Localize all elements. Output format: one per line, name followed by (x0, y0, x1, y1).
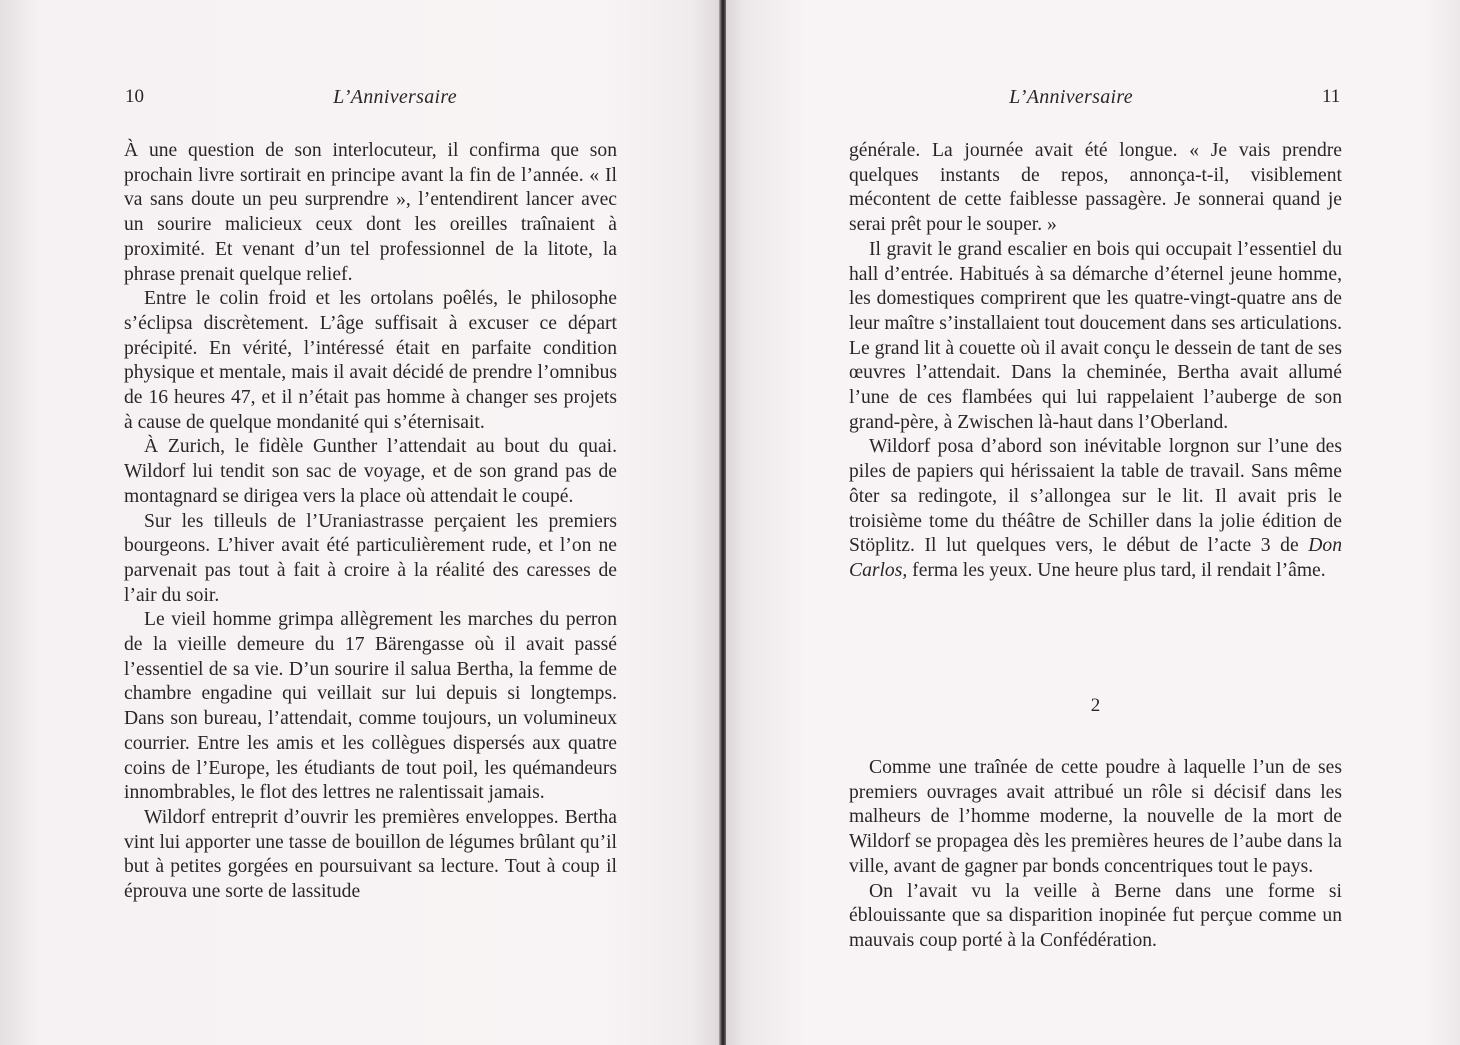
right-page (726, 0, 1460, 1045)
right-running-head: L’Anniversaire (1009, 86, 1133, 108)
italic-title: Don Carlos, (849, 535, 1342, 581)
left-paragraph-4: Sur les tilleuls de l’Uraniastrasse perçaient les premiers bourgeons. L’hiver avait été particulièrement rude, et l’on ne parvenait pas tout à fait à croire à la réalité des caresses de l’air du soir. (124, 510, 617, 606)
right-paragraph-3 (849, 435, 1342, 583)
left-page-text (124, 139, 617, 905)
right-page-number: 11 (1322, 86, 1341, 107)
left-page-number: 10 (125, 86, 144, 107)
left-paragraph-2: Entre le colin froid et les ortolans poêlés, le philosophe s’éclipsa discrètement. L’âge suffisait à excuser ce départ précipité. En vérité, l’intéressé était en parfaite condition physique et mentale, mais il avait décidé de prendre l’omnibus de 16 heures 47, et il n’était pas homme à changer ses projets à cause de quelque mondanité qui s’éternisait. (124, 288, 617, 433)
right-page-text-top (849, 139, 1342, 584)
paragraph-text: ferma les yeux. Une heure plus tard, il rendait l’âme. (907, 559, 1326, 581)
right-page-text-bottom (849, 756, 1342, 954)
chapter-section-number: 2 (1090, 695, 1101, 716)
paragraph-text: Wildorf posa d’abord son inévitable lorgnon sur l’une des piles de papiers qui hérissaient la table de travail. Sans même ôter sa redingote, il s’allongea sur le lit. Il avait pris le troisième tome du théâtre de Schiller dans la jolie édition de Stöplitz. Il lut quelques vers, le début de l’acte 3 de (849, 436, 1342, 557)
left-running-head: L’Anniversaire (333, 86, 457, 108)
left-paragraph-5: Le vieil homme grimpa allègrement les marches du perron de la vieille demeure du 17 Bärengasse où il avait passé l’essentiel de sa vie. D’un sourire il salua Bertha, la femme de chambre engadine qui veillait sur lui depuis si longtemps. Dans son bureau, l’attendait, comme toujours, un volumineux courrier. Entre les amis et les collègues dispersés aux quatre coins de l’Europe, les étudiants de tout poil, les quémandeurs innombrables, le flot des lettres ne ralentissait jamais. (124, 609, 617, 804)
left-page (0, 0, 724, 1045)
left-paragraph-3: À Zurich, le fidèle Gunther l’attendait au bout du quai. Wildorf lui tendit son sac de voyage, et de son grand pas de montagnard se dirigea vers la place où attendait le coupé. (124, 436, 617, 507)
right-paragraph-1: générale. La journée avait été longue. « Je vais prendre quelques instants de repos, annonça-t-il, visiblement mécontent de cette faiblesse passagère. Je sonnerai quand je serai prêt pour le souper. » (849, 140, 1342, 236)
right-paragraph-5: On l’avait vu la veille à Berne dans une forme si éblouissante que sa disparition inopinée fut perçue comme un mauvais coup porté à la Confédération. (849, 880, 1342, 951)
left-paragraph-6: Wildorf entreprit d’ouvrir les premières enveloppes. Bertha vint lui apporter une tasse de bouillon de légumes brûlant qu’il but à petites gorgées en poursuivant sa lecture. Tout à coup il éprouva une sorte de lassitude (124, 806, 617, 903)
right-paragraph-2: Il gravit le grand escalier en bois qui occupait l’essentiel du hall d’entrée. Habitués à sa démarche d’éternel jeune homme, les domestiques comprirent que les quatre-vingt-quatre ans de leur maître s’installaient tout doucement dans ses articulations. Le grand lit à couette où il avait conçu le dessein de tant de ses œuvres l’attendait. Dans la cheminée, Bertha avait allumé l’une de ces flambées qui lui rappelaient l’auberge de son grand-père, à Zwischen là-haut dans l’Oberland. (849, 238, 1342, 433)
right-paragraph-4: Comme une traînée de cette poudre à laquelle l’un de ses premiers ouvrages avait attribué un rôle si décisif dans les malheurs de l’homme moderne, la nouvelle de la mort de Wildorf se propagea dès les premières heures de l’aube dans la ville, avant de gagner par bonds concentriques tout le pays. (849, 757, 1342, 877)
left-paragraph-1: À une question de son interlocuteur, il confirma que son prochain livre sortirait en principe avant la fin de l’année. « Il va sans doute un peu surprendre », l’entendirent lancer avec un sourire malicieux ceux dont les oreilles traînaient à proximité. Et venant d’un tel professionnel de la litote, la phrase prenait quelque relief. (124, 140, 617, 285)
